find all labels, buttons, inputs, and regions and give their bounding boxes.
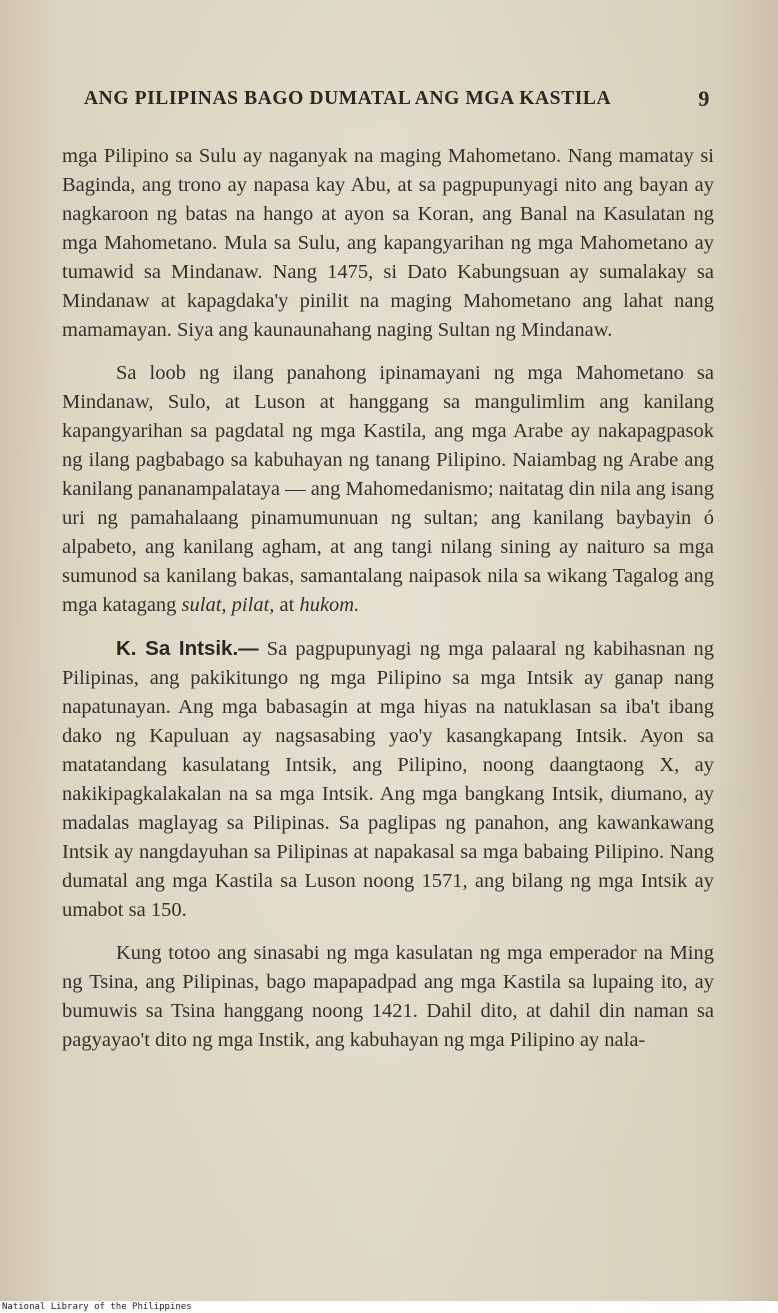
paragraph-text: Sa loob ng ilang panahong ipinamayani ng mga Mahometano sa Mindanaw, Sulo, at Luson at hanggang sa mangulimlim ang kanilang kapangyarihan sa pagdatal ng mga Kastila, ang mga Arabe ay nakapagpasok ng ilang pagbabago sa kabuhayan ng tanang Pilipino. Naiambag ng Arabe ang kanilang pananampalataya — ang Mahomedanismo; naitatag din nila ang isang uri ng pamahalaang pinamumunuan ng sultan; ang kanilang baybayin ó alpabeto, ang kanilang agham, at ang tangi nilang sining ay naituro sa mga sumunod sa kanilang bakas, samantalang naipasok nila sa wikang Tagalog ang mga katagang [62,362,714,616]
paragraph-intsik-section [62,634,714,925]
running-header [84,88,710,118]
paragraph-continued: mga Pilipino sa Sulu ay naganyak na maging Mahometano. Nang mamatay si Baginda, ang trono ay napasa kay Abu, at sa pagpupunyagi nito ang bayan ay nagkaroon ng batas na hango at ayon sa Koran, ang Banal na Kasulatan ng mga Mahometano. Mula sa Sulu, ang kapangyarihan ng mga Mahometano ay tumawid sa Mindanaw. Nang 1475, si Dato Kabungsuan ay sumalakay sa Mindanaw at kapagdaka'y pinilit na maging Mahometano ang lahat nang mamamayan. Siya ang kaunaunahang naging Sultan ng Mindanaw. [62,145,714,341]
page-number: 9 [698,86,710,111]
paragraph-text: Sa pagpupunyagi ng mga palaaral ng kabihasnan ng Pilipinas, ang pakikitungo ng mga Pilipino sa mga Intsik ay ganap nang napatunayan. Ang mga babasagin at mga hiyas na natuklasan sa iba't ibang dako ng Kapuluan ay nagsasabing yao'y kasangkapang Intsik. Ayon sa matatandang kasulatang Intsik, ang Pilipino, noong daangtaong X, ay nakikipagkalakalan na sa mga Intsik. Ang mga bangkang Intsik, diumano, ay madalas maglayag sa Pilipinas. Sa paglipas ng panahon, ang kawankawang Intsik ay nangdayuhan sa Pilipinas at napakasal sa mga babaing Pilipino. Nang dumatal ang mga Kastila sa Luson noong 1571, ang bilang ng mga Intsik ay umabot sa 150. [62,638,714,921]
page-body [62,142,714,1055]
library-credit: National Library of the Philippines [0,1301,778,1313]
emphasis-word-sulat: sulat, [181,594,227,616]
section-heading-intsik: K. Sa Intsik.— [116,637,259,660]
emphasis-word-pilat: pilat, [231,594,275,616]
emphasis-word-hukom: hukom. [299,594,360,616]
running-header-title: ANG PILIPINAS BAGO DUMATAL ANG MGA KASTILA [84,88,612,109]
paragraph-ming-tribute: Kung totoo ang sinasabi ng mga kasulatan ng mga emperador na Ming ng Tsina, ang Pilipinas, bago mapapadpad ang mga Kastila sa lupaing ito, ay bumuwis sa Tsina hanggang noong 1421. Dahil dito, at dahil din naman sa pagyayao't dito ng mga Instik, ang kabuhayan ng mga Pilipino ay nala- [62,942,714,1051]
word-separator: at [274,594,300,616]
paragraph-arabe-legacy [62,359,714,620]
